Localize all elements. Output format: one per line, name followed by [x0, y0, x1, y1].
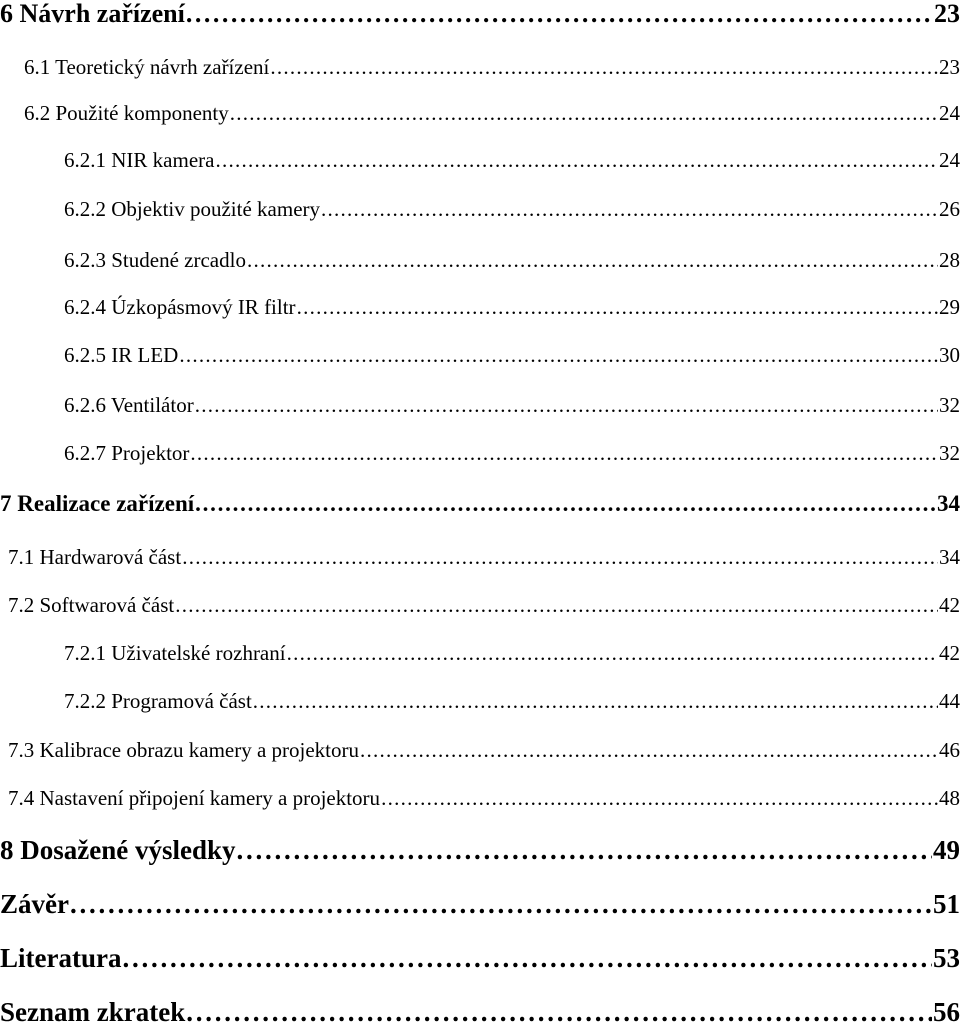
toc-page: 46 [939, 738, 960, 762]
toc-entry-chapter-7[interactable] [0, 491, 960, 517]
toc-page: 44 [939, 689, 960, 713]
toc-entry-6-2-7[interactable] [64, 441, 960, 466]
toc-entry-chapter-8[interactable] [0, 835, 960, 866]
dot-leader [360, 738, 938, 763]
dot-leader [179, 343, 938, 368]
toc-title: Studené zrcadlo [111, 248, 246, 272]
toc-entry-7-3[interactable] [8, 738, 960, 763]
toc-number: 6.2.2 [64, 197, 106, 221]
dot-leader [186, 0, 933, 29]
toc-entry-6-1[interactable] [24, 55, 960, 80]
toc-entry-6-2-3[interactable] [64, 248, 960, 273]
toc-title: Teoretický návrh zařízení [55, 55, 270, 79]
toc-title: Kalibrace obrazu kamery a projektoru [39, 738, 360, 762]
toc-entry-6-2-1[interactable] [64, 148, 960, 173]
toc-entry-7-1[interactable] [8, 545, 960, 570]
toc-number: 6.1 [24, 55, 51, 79]
dot-leader [190, 441, 938, 466]
toc-entry-6-2-5[interactable] [64, 343, 960, 368]
toc-title: Nastavení připojení kamery a projektoru [39, 786, 381, 810]
dot-leader [253, 689, 938, 714]
dot-leader [195, 491, 936, 517]
toc-title: Uživatelské rozhraní [111, 641, 286, 665]
toc-number: 8 [0, 835, 14, 865]
toc-title: Závěr [0, 889, 69, 919]
toc-title: Realizace zařízení [17, 491, 195, 516]
dot-leader [122, 943, 932, 974]
toc-entry-7-2-2[interactable] [64, 689, 960, 714]
toc-page: 56 [933, 997, 960, 1027]
toc-page: 30 [939, 343, 960, 367]
toc-page: 29 [939, 295, 960, 319]
toc-number: 7.2 [8, 593, 35, 617]
toc-number: 6.2.7 [64, 441, 106, 465]
dot-leader [381, 786, 938, 811]
toc-title: Objektiv použité kamery [111, 197, 321, 221]
toc-page: 34 [939, 545, 960, 569]
toc-title: Projektor [111, 441, 190, 465]
toc-entry-seznam-zkratek[interactable] [0, 997, 960, 1028]
toc-entry-7-2[interactable] [8, 593, 960, 618]
dot-leader [230, 101, 938, 126]
dot-leader [237, 835, 933, 866]
toc-title: Seznam zkratek [0, 997, 186, 1027]
toc-entry-7-2-1[interactable] [64, 641, 960, 666]
toc-entry-6-2-2[interactable] [64, 197, 960, 222]
toc-page: 23 [939, 55, 960, 79]
toc-number: 7 [0, 491, 12, 516]
toc-page: 24 [939, 101, 960, 125]
toc-title: Programová část [111, 689, 252, 713]
dot-leader [270, 55, 938, 80]
toc-number: 6.2.4 [64, 295, 106, 319]
toc-entry-6-2-6[interactable] [64, 393, 960, 418]
toc-number: 6.2.5 [64, 343, 106, 367]
toc-entry-6-2[interactable] [24, 101, 960, 126]
toc-page: 26 [939, 197, 960, 221]
toc-page: 32 [939, 393, 960, 417]
dot-leader [195, 393, 938, 418]
toc-title: Hardwarová část [39, 545, 182, 569]
toc-number: 7.1 [8, 545, 35, 569]
toc-title: Ventilátor [110, 393, 194, 417]
dot-leader [321, 197, 938, 222]
dot-leader [175, 593, 938, 618]
toc-number: 6.2 [24, 101, 51, 125]
toc-page: 32 [939, 441, 960, 465]
toc-page: 24 [939, 148, 960, 172]
toc-page: 42 [939, 593, 960, 617]
toc-page: 28 [939, 248, 960, 272]
toc-title: Literatura [0, 943, 122, 973]
toc-title: Použité komponenty [55, 101, 229, 125]
toc-title: Návrh zařízení [19, 0, 185, 28]
toc-page: 51 [933, 889, 960, 919]
dot-leader [70, 889, 932, 920]
toc-page: 23 [934, 0, 960, 28]
dot-leader [247, 248, 938, 273]
toc-entry-6-2-4[interactable] [64, 295, 960, 320]
toc-number: 6.2.3 [64, 248, 106, 272]
toc-entry-zaver[interactable] [0, 889, 960, 920]
toc-number: 7.2.2 [64, 689, 106, 713]
dot-leader [297, 295, 938, 320]
toc-page: 42 [939, 641, 960, 665]
toc-title: NIR kamera [111, 148, 215, 172]
dot-leader [186, 997, 932, 1028]
toc-title: Dosažené výsledky [20, 835, 236, 865]
toc-title: Úzkopásmový IR filtr [111, 295, 296, 319]
toc-number: 7.4 [8, 786, 35, 810]
toc-number: 6 [0, 0, 13, 28]
toc-number: 6.2.6 [64, 393, 106, 417]
toc-number: 7.2.1 [64, 641, 106, 665]
dot-leader [215, 148, 938, 173]
toc-number: 7.3 [8, 738, 35, 762]
toc-entry-7-4[interactable] [8, 786, 960, 811]
toc-entry-chapter-6[interactable] [0, 0, 960, 29]
toc-number: 6.2.1 [64, 148, 106, 172]
toc-title: IR LED [111, 343, 179, 367]
dot-leader [182, 545, 938, 570]
toc-entry-literatura[interactable] [0, 943, 960, 974]
toc-title: Softwarová část [39, 593, 175, 617]
toc-page: 34 [937, 491, 960, 516]
toc-page: 53 [933, 943, 960, 973]
dot-leader [287, 641, 938, 666]
toc-page: 48 [939, 786, 960, 810]
toc-page: 49 [933, 835, 960, 865]
